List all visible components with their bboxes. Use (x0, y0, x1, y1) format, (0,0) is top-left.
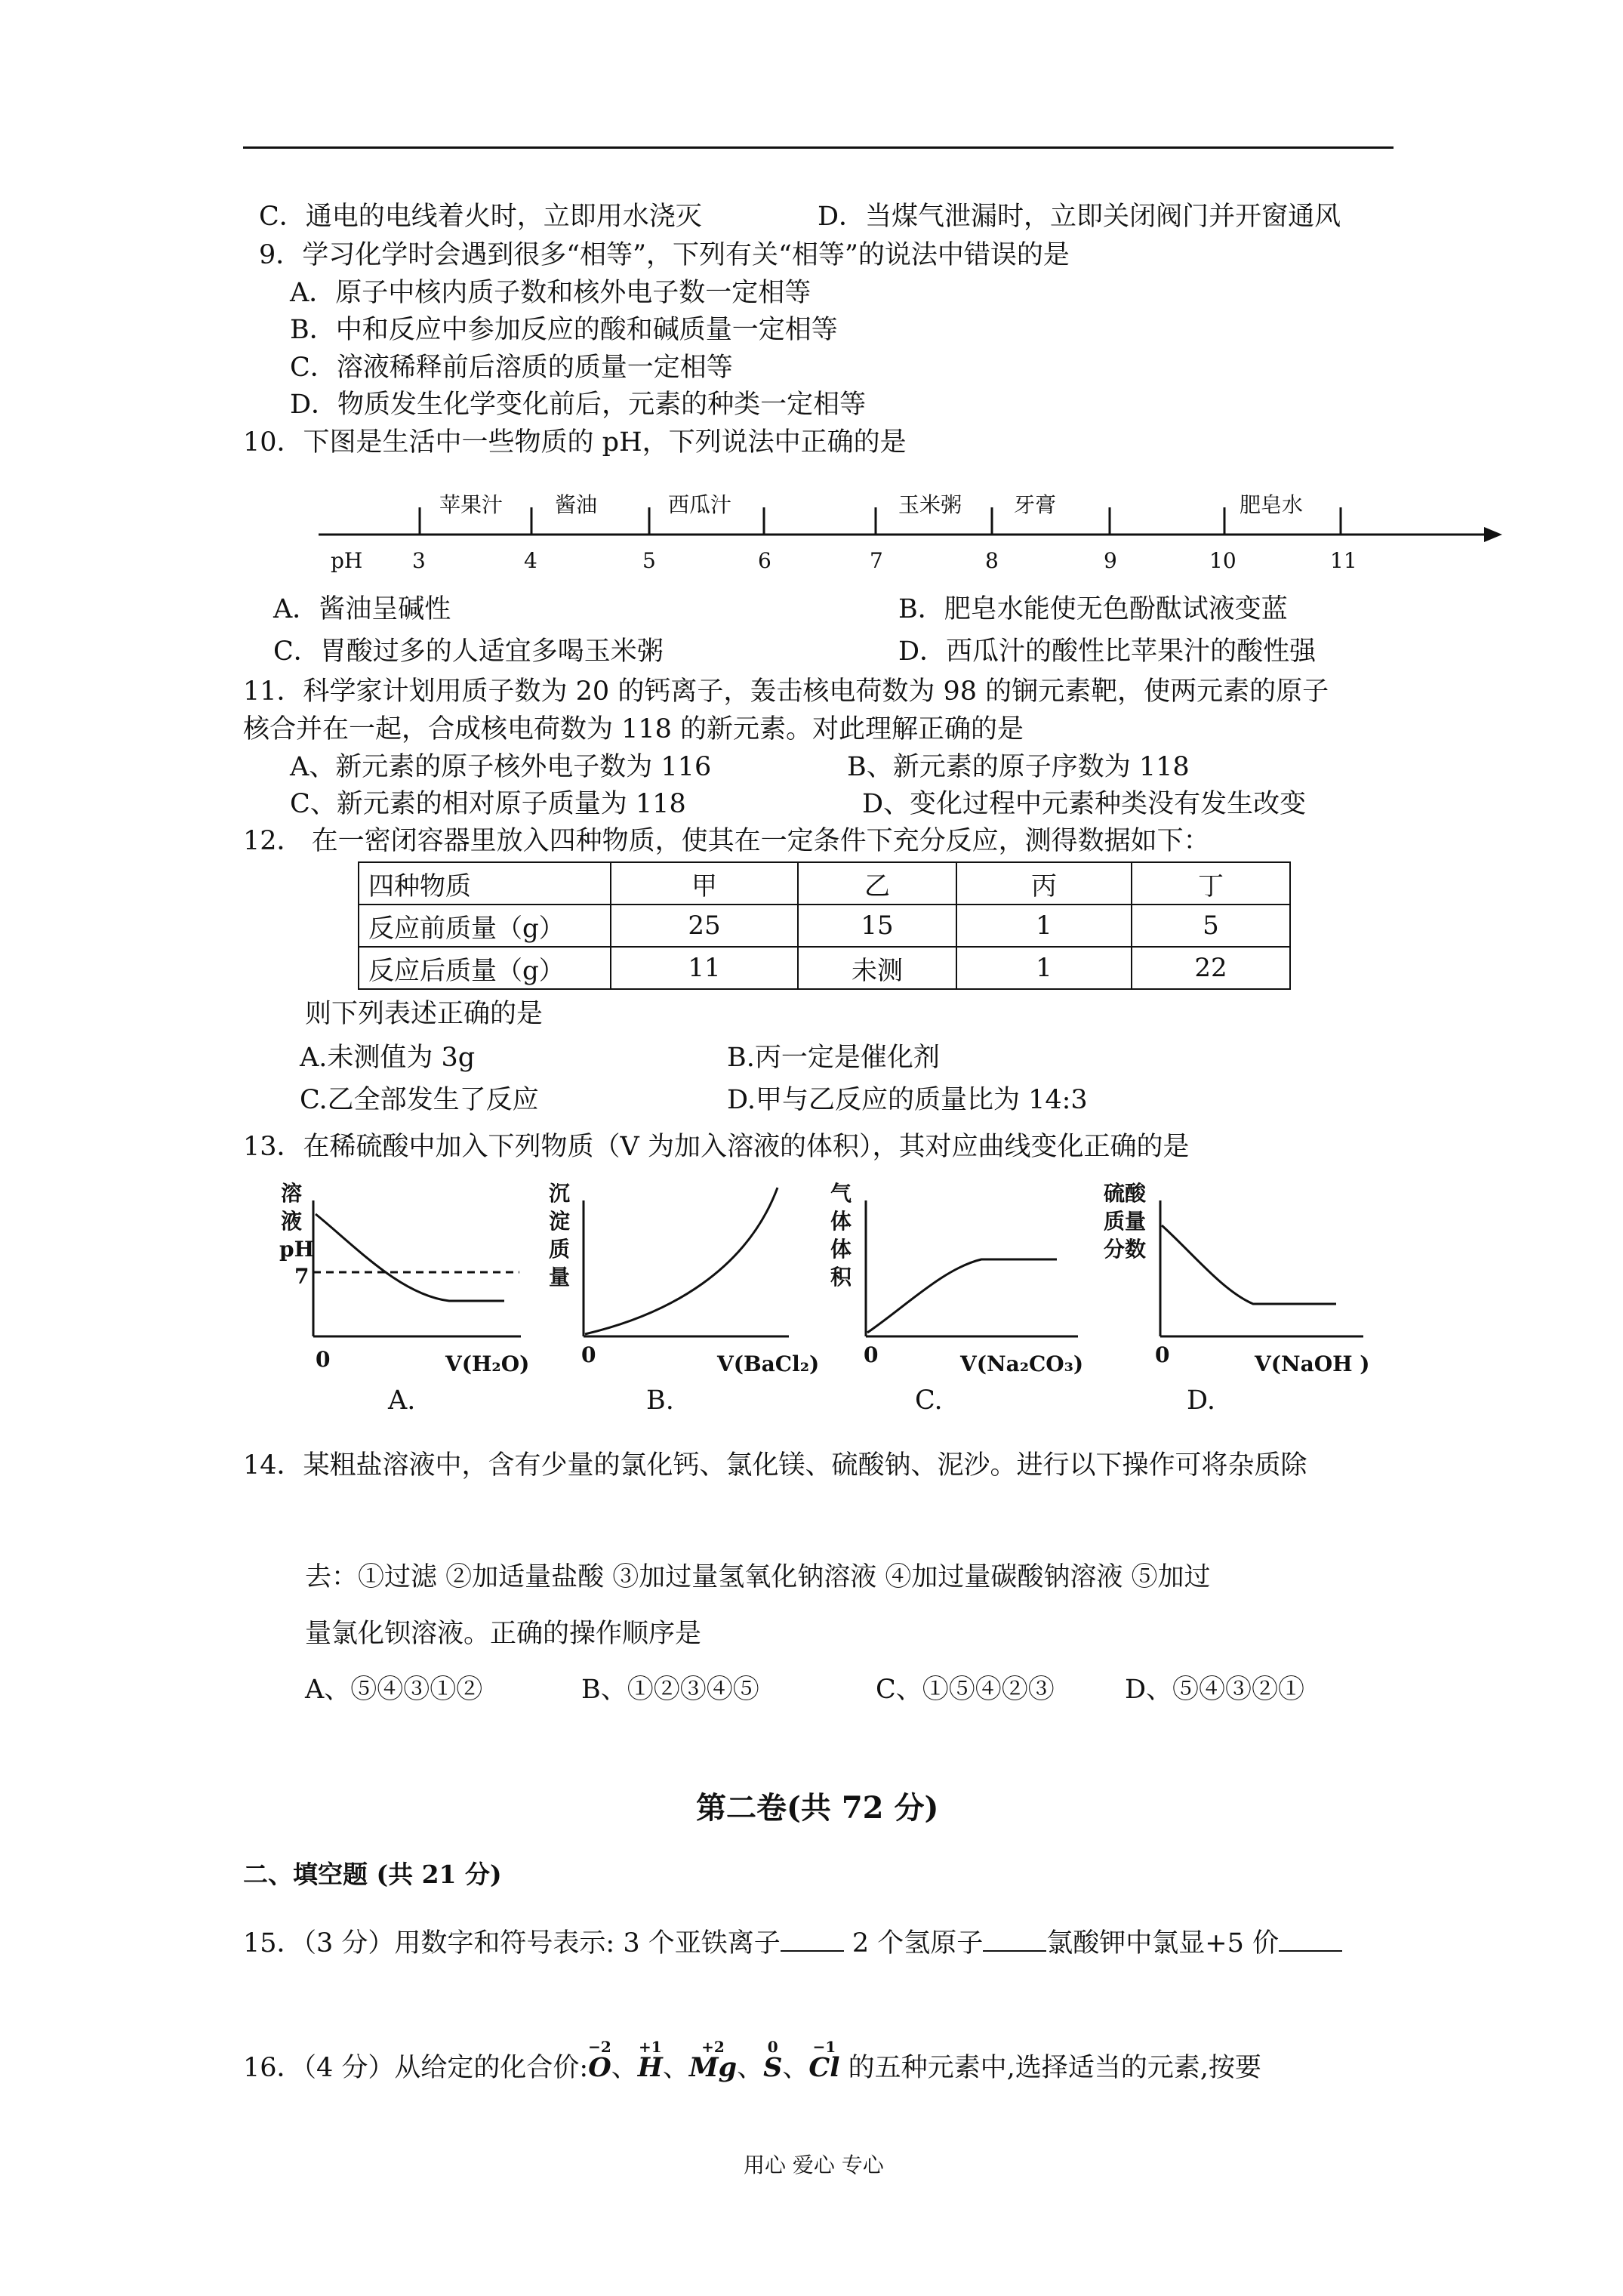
q12-option-d: D.甲与乙反应的质量比为 14:3 (727, 1085, 1088, 1115)
q14-stem-1: 14．某粗盐溶液中，含有少量的氯化钙、氯化镁、硫酸钠、泥沙。进行以下操作可将杂质除 (243, 1450, 1307, 1481)
answer-blank-3[interactable] (1279, 1928, 1342, 1952)
element-symbol: Mg (688, 2052, 738, 2083)
q14-stem-3: 量氯化钡溶液。正确的操作顺序是 (305, 1619, 702, 1649)
ph-tick-label: 4 (524, 548, 537, 573)
q12-option-a: A.未测值为 3g (300, 1043, 476, 1073)
table-cell: 25 (611, 905, 798, 947)
graph-d-xlabel: V(NaOH ) (1255, 1351, 1370, 1376)
ph-tick-label: 10 (1209, 548, 1236, 573)
q9-option-c: C．溶液稀释前后溶质的质量一定相等 (290, 353, 733, 383)
answer-blank-1[interactable] (781, 1928, 844, 1952)
separator: 、 (782, 2053, 809, 2083)
q9-option-b: B．中和反应中参加反应的酸和碱质量一定相等 (290, 315, 838, 345)
substance-label: 牙膏 (1014, 492, 1057, 517)
table-header-cell: 丁 (1132, 862, 1290, 905)
substance-label: 西瓜汁 (668, 492, 732, 517)
graph-d-ylabel: 分数 (1104, 1237, 1147, 1262)
graph-b-ylabel: 沉 (549, 1181, 571, 1206)
valence-number: +1 (638, 2038, 662, 2056)
valence-number: 0 (767, 2038, 778, 2056)
q12-option-b: B.丙一定是催化剂 (727, 1043, 940, 1073)
table-header-cell: 甲 (611, 862, 798, 905)
element-symbol: H (637, 2052, 663, 2083)
graph-d-origin: 0 (1155, 1342, 1170, 1367)
q15-line (243, 1928, 1342, 1959)
ph-tick-label: 5 (642, 548, 656, 573)
q16-part-2: 的五种元素中,选择适当的元素,按要 (839, 2053, 1261, 2083)
valence-o (588, 2038, 611, 2084)
graph-c-curve (867, 1259, 1057, 1333)
graph-a-ylabel: pH (279, 1237, 315, 1262)
table-cell: 反应前质量（g） (359, 905, 611, 947)
q16-part-1: 16．（4 分）从给定的化合价: (243, 2053, 589, 2083)
q14-option-c: C、①⑤④②③ (876, 1675, 1055, 1705)
separator: 、 (662, 2053, 689, 2083)
table-cell: 22 (1132, 947, 1290, 989)
graph-c-ylabel: 体 (830, 1237, 852, 1262)
graph-d-ylabel: 质量 (1104, 1209, 1147, 1234)
q11-option-c: C、新元素的相对原子质量为 118 (290, 789, 686, 819)
graph-b-origin: 0 (581, 1342, 596, 1367)
graph-a-xlabel: V(H₂O) (445, 1351, 530, 1376)
table-header-cell: 丙 (956, 862, 1132, 905)
q10-option-b: B．肥皂水能使无色酚酞试液变蓝 (898, 594, 1288, 624)
q9-stem: 9．学习化学时会遇到很多“相等”，下列有关“相等”的说法中错误的是 (259, 240, 1070, 270)
table-header-cell: 四种物质 (359, 862, 611, 905)
q10-option-c: C．胃酸过多的人适宜多喝玉米粥 (273, 636, 664, 667)
ph-tick-label: 3 (412, 548, 426, 573)
q12-stem: 12． 在一密闭容器里放入四种物质，使其在一定条件下充分反应，测得数据如下： (243, 826, 1210, 856)
q12-option-c: C.乙全部发生了反应 (300, 1085, 539, 1115)
q9-option-d: D．物质发生化学变化前后，元素的种类一定相等 (290, 390, 867, 420)
graph-a-ref-label: 7 (294, 1264, 310, 1289)
q11-option-b: B、新元素的原子序数为 118 (847, 752, 1190, 782)
q11-option-a: A、新元素的原子核外电子数为 116 (290, 752, 712, 782)
ph-tick-label: 9 (1104, 548, 1117, 573)
graph-c-ylabel: 气 (830, 1181, 852, 1206)
graph-d-curve (1162, 1225, 1336, 1304)
q14-option-a: A、⑤④③①② (305, 1675, 483, 1705)
q11-stem-1: 11．科学家计划用质子数为 20 的钙离子，轰击核电荷数为 98 的锎元素靶，使两元素的原子 (243, 676, 1329, 707)
answer-blank-2[interactable] (983, 1928, 1046, 1952)
element-symbol: S (763, 2052, 783, 2083)
graph-a-ylabel: 溶 (281, 1181, 303, 1206)
element-symbol: Cl (808, 2052, 840, 2083)
q12-subquestion: 则下列表述正确的是 (305, 999, 544, 1029)
page-footer: 用心 爱心 专心 (744, 2153, 884, 2177)
graph-a-ylabel: 液 (281, 1209, 303, 1234)
graph-a-tag: A. (388, 1385, 416, 1416)
element-symbol: O (588, 2052, 611, 2083)
substance-label: 酱油 (555, 492, 598, 517)
valence-cl (808, 2038, 840, 2084)
table-cell: 未测 (798, 947, 956, 989)
graph-c-ylabel: 体 (830, 1209, 852, 1234)
q8-option-c: C．通电的电线着火时，立即用水浇灭 (259, 202, 702, 232)
q9-option-a: A．原子中核内质子数和核外电子数一定相等 (290, 278, 812, 308)
graph-b-xlabel: V(BaCl₂) (717, 1351, 820, 1376)
graph-c-tag: C. (915, 1385, 943, 1416)
q8-option-d: D．当煤气泄漏时，立即关闭阀门并开窗通风 (818, 202, 1341, 232)
table-cell: 1 (956, 905, 1132, 947)
q10-option-a: A．酱油呈碱性 (273, 594, 451, 624)
q14-option-b: B、①②③④⑤ (581, 1675, 759, 1705)
graph-c-origin: 0 (864, 1342, 879, 1367)
valence-mg (688, 2038, 738, 2084)
separator: 、 (737, 2053, 764, 2083)
q11-stem-2: 核合并在一起，合成核电荷数为 118 的新元素。对此理解正确的是 (243, 714, 1024, 744)
graph-b-ylabel: 质 (549, 1237, 571, 1262)
valence-number: −2 (588, 2038, 611, 2056)
graph-b-ylabel: 量 (549, 1265, 571, 1290)
table-cell: 11 (611, 947, 798, 989)
substance-label: 苹果汁 (439, 492, 504, 517)
q15-part-1: 15．（3 分）用数字和符号表示: 3 个亚铁离子 (243, 1928, 781, 1959)
q15-part-3: 氯酸钾中氯显+5 价 (1046, 1928, 1280, 1959)
graph-a-curve (316, 1214, 504, 1301)
table-cell: 1 (956, 947, 1132, 989)
graph-b-curve (585, 1188, 778, 1334)
q11-option-d: D、变化过程中元素种类没有发生改变 (862, 789, 1307, 819)
q15-part-2: 2 个氢原子 (843, 1928, 984, 1959)
q10-option-d: D．西瓜汁的酸性比苹果汁的酸性强 (898, 636, 1317, 667)
graph-b-ylabel: 淀 (549, 1209, 571, 1234)
graph-c-xlabel: V(Na₂CO₃) (960, 1351, 1084, 1376)
ph-axis-label: pH (331, 548, 363, 573)
section-two-heading: 二、填空题 (共 21 分) (243, 1860, 502, 1889)
volume-two-title: 第二卷(共 72 分) (696, 1790, 939, 1826)
ph-tick-label: 7 (870, 548, 883, 573)
graph-a-origin: 0 (316, 1347, 331, 1372)
q13-stem: 13．在稀硫酸中加入下列物质（V 为加入溶液的体积），其对应曲线变化正确的是 (243, 1132, 1190, 1162)
valence-s (763, 2038, 783, 2084)
q16-line (243, 2038, 1261, 2084)
ph-tick-label: 8 (985, 548, 999, 573)
table-header-cell: 乙 (798, 862, 956, 905)
graph-c-ylabel: 积 (830, 1265, 852, 1290)
ph-tick-label: 6 (758, 548, 771, 573)
q14-stem-2: 去：①过滤 ②加适量盐酸 ③加过量氢氧化钠溶液 ④加过量碳酸钠溶液 ⑤加过 (305, 1562, 1211, 1592)
table-cell: 反应后质量（g） (359, 947, 611, 989)
q14-option-d: D、⑤④③②① (1125, 1675, 1305, 1705)
valence-number: +2 (701, 2038, 725, 2056)
separator: 、 (611, 2053, 638, 2083)
valence-h (637, 2038, 663, 2084)
substance-label: 玉米粥 (898, 492, 962, 517)
table-cell: 15 (798, 905, 956, 947)
graph-b-tag: B. (646, 1385, 674, 1416)
substance-label: 肥皂水 (1240, 492, 1304, 517)
valence-number: −1 (812, 2038, 836, 2056)
graph-d-tag: D. (1187, 1385, 1215, 1416)
q10-stem: 10．下图是生活中一些物质的 pH，下列说法中正确的是 (243, 427, 907, 458)
ph-tick-label: 11 (1330, 548, 1357, 573)
graph-d-ylabel: 硫酸 (1104, 1181, 1147, 1206)
table-cell: 5 (1132, 905, 1290, 947)
